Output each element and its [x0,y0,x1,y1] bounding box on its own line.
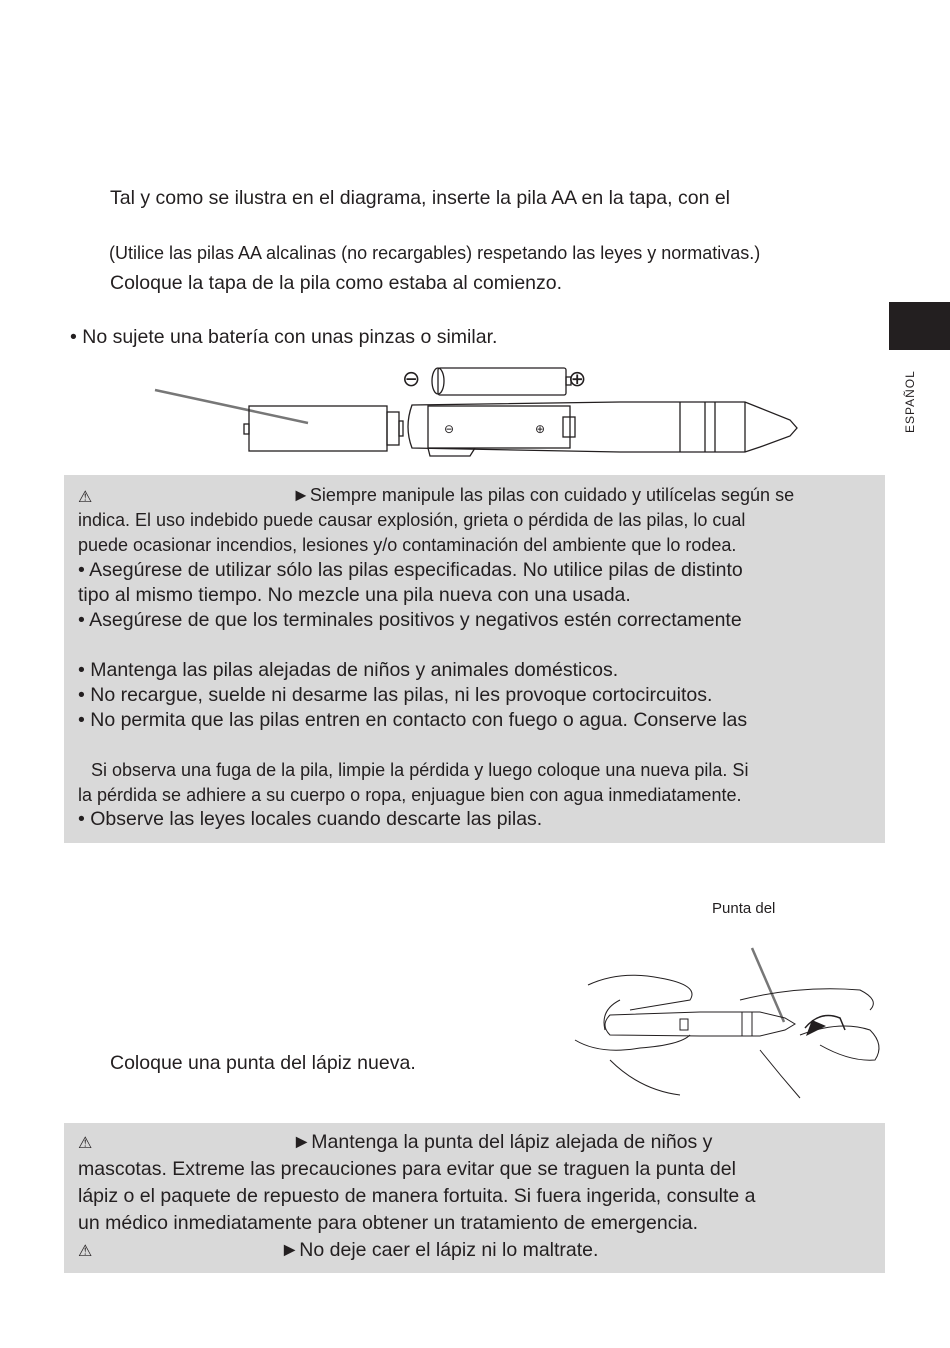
caution-text: ►Siempre manipule las pilas con cuidado y utilícelas según se [292,485,795,505]
caution-text: • No recargue, suelde ni desarme las pilas, ni les provoque cortocircuitos. [78,684,713,706]
caution-text: indica. El uso indebido puede causar explosión, grieta o pérdida de las pilas, lo cual [78,510,746,530]
plus-small-icon: ⊕ [535,422,546,436]
plus-terminal-icon: ⊕ [568,367,587,392]
caution-text: ►No deje caer el lápiz ni lo maltrate. [280,1239,599,1261]
caution-text: • Asegúrese de utilizar sólo las pilas especificadas. No utilice pilas de distinto [78,559,743,581]
caution-text: la pérdida se adhiere a su cuerpo o ropa, enjuague bien con agua inmediatamente. [78,785,742,805]
battery-instruction-text: Tal y como se ilustra en el diagrama, inserte la pila AA en la tapa, con el [110,187,731,209]
caution-text: tipo al mismo tiempo. No mezcle una pila nueva con una usada. [78,584,631,606]
minus-small-icon: ⊖ [444,422,455,436]
caution-text: Si observa una fuga de la pila, limpie la pérdida y luego coloque una nueva pila. Si [91,760,749,780]
warning-triangle-icon: ⚠ [78,489,93,506]
tweezers-bullet: • No sujete una batería con unas pinzas o similar. [70,326,498,348]
warning-triangle-icon: ⚠ [78,1243,93,1260]
battery-note-text: (Utilice las pilas AA alcalinas (no recargables) respetando las leyes y normativas.) [109,243,761,263]
warning-triangle-icon: ⚠ [78,1135,93,1152]
caution-text: lápiz o el paquete de repuesto de manera fortuita. Si fuera ingerida, consulte a [78,1185,756,1207]
caution-text: • Observe las leyes locales cuando descarte las pilas. [78,808,543,830]
pen-tip-caution-box [64,1123,885,1273]
caution-text: puede ocasionar incendios, lesiones y/o contaminación del ambiente que lo rodea. [78,535,737,555]
replace-cap-text: Coloque la tapa de la pila como estaba al comienzo. [110,272,563,294]
minus-terminal-icon: ⊖ [402,367,421,392]
language-tab-label: ESPAÑOL [903,370,917,433]
caution-text: • Asegúrese de que los terminales positivos y negativos estén correctamente [78,609,742,631]
caution-text: • Mantenga las pilas alejadas de niños y animales domésticos. [78,659,619,681]
pen-tip-label: Punta del [712,900,776,917]
caution-text: mascotas. Extreme las precauciones para evitar que se traguen la punta del [78,1158,736,1180]
caution-text: un médico inmediatamente para obtener un tratamiento de emergencia. [78,1212,699,1234]
caution-text: ►Mantenga la punta del lápiz alejada de niños y [292,1131,713,1153]
new-tip-text: Coloque una punta del lápiz nueva. [110,1052,416,1074]
caution-text: • No permita que las pilas entren en contacto con fuego o agua. Conserve las [78,709,748,731]
